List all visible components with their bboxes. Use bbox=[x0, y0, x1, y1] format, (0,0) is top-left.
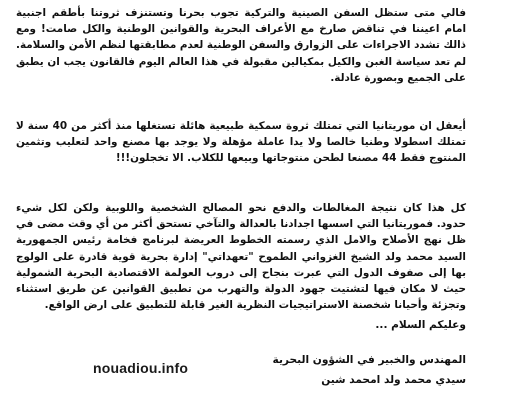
author-title: المهندس والخبير في الشؤون البحرية bbox=[272, 354, 466, 366]
site-watermark: nouadiou.info bbox=[93, 360, 189, 376]
article-paragraph-2: أيعقل ان موريتانيا التي تمتلك ثروة سمكية طبيعية هائلة تستغلها منذ أكثر من 40 سنة لا تمتلك اسطولا وطنيا خالصا ولا يدا عاملة مؤهلة ولا يوجد بها مصنع واحد لتعليب وتثمين المنتوج فقط 44 مصنعا لطحن منتوجاتها وبيعها للكلاب. الا تخجلون!!! bbox=[16, 120, 466, 165]
article-paragraph-1: فالي متى ستظل السفن الصينية والتركية تجوب بحرنا وتستنزف ثروتنا بأطقم اجنبية امام اعيننا في تناقض صارخ مع الأعراف البحرية والقوانين الوطنية والكل صامت! ومع ذالك تشدد الاجراءات على الزوارق والسفن الوطنية لعدم مطابقتها لنظم الأمن والسلامة. لم تعد سياسة الغبن والكيل بمكيالين مقبولة في هذا العالم اليوم فالقانون يجب ان يطبق على الجميع وبصورة عادلة. bbox=[16, 7, 466, 84]
author-name: سيدي محمد ولد امحمد شين bbox=[321, 374, 466, 386]
closing-greeting: وعليكم السلام ... bbox=[375, 319, 466, 331]
article-paragraph-3: كل هذا كان نتيجة المغالطات والدفع نحو المصالح الشخصية واللوبية ولكن لكل شيء حدود. فموريتانيا التي اسسها اجدادنا بالعدالة والتآخي تستحق أكثر من أي وقت مضى في ظل نهج الأصلاح والامل الذي رسمته الخطوط العريضة لبرنامج فخامة رئيس الجمهورية السيد محمد ولد الشيخ الغزواني الطموح "تعهداتي" إدارة بحرية قوية قادرة على الولوج بها إلى صفوف الدول التي عبرت بنجاح إلى دروب العولمة الاقتصادية البحرية الشمولية حيث لا مكان فيها لتشتيت جهود الدولة والتهرب من تطبيق القوانين عن طريق استثناء وتجزئة وأحيانا شخصنة الاستراتيجيات النظرية الغير قابلة للتطبيق على ارض الواقع. bbox=[16, 202, 466, 312]
